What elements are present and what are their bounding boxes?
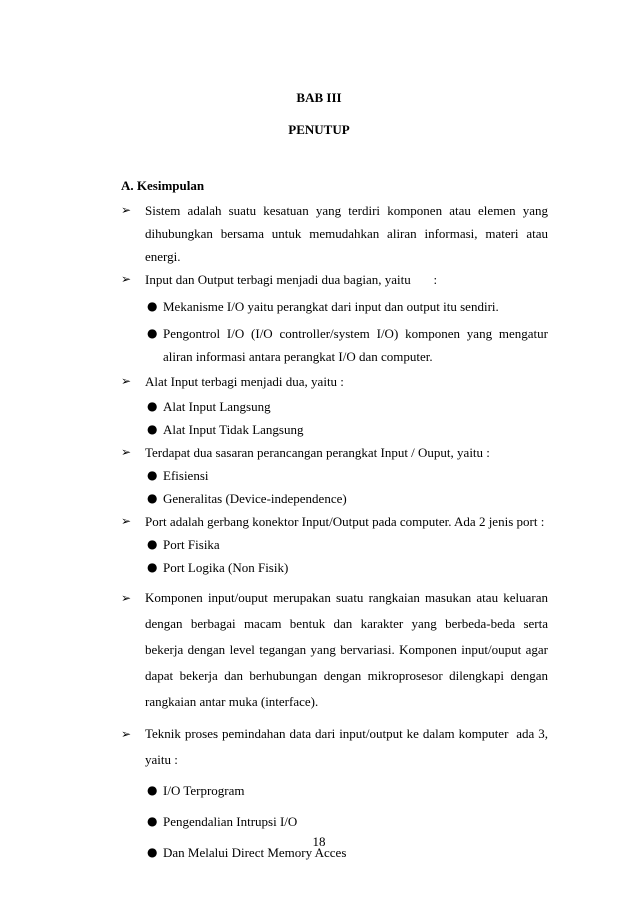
sub-list-item	[121, 295, 548, 318]
arrow-bullet-icon: ➢	[121, 272, 132, 286]
dot-bullet-icon: ●	[147, 468, 158, 482]
dot-bullet-icon: ●	[147, 399, 158, 413]
sub-list-item-text: Dan Melalui Direct Memory Acces	[163, 845, 347, 860]
list-item-text: Komponen input/ouput merupakan suatu rangkaian masukan atau keluaran dengan berbagai macam bentuk dan karakter yang berbeda-beda serta bekerja dengan level tegangan yang bervariasi. Komponen input/ouput agar dapat bekerja dan berhubungan dengan mikroprosesor dilengkapi dengan rangkaian antar muka (interface).	[145, 590, 548, 709]
sub-list-item	[121, 533, 548, 556]
sub-list-item	[121, 556, 548, 579]
sub-list-item-text: Alat Input Langsung	[163, 399, 271, 414]
chapter-title: PENUTUP	[288, 122, 350, 137]
list-item-text: Input dan Output terbagi menjadi dua bagian, yaitu :	[145, 272, 438, 287]
dot-bullet-icon: ●	[147, 845, 158, 859]
list-item-text: Alat Input terbagi menjadi dua, yaitu :	[145, 374, 344, 389]
dot-bullet-icon: ●	[147, 491, 158, 505]
sub-list-item-text: Alat Input Tidak Langsung	[163, 422, 304, 437]
list-item	[121, 510, 548, 533]
dot-bullet-icon: ●	[147, 422, 158, 436]
sub-list-item	[121, 395, 548, 418]
page-number: 18	[312, 834, 326, 849]
section-heading: A. Kesimpulan	[121, 178, 205, 193]
list-item	[121, 370, 548, 393]
sub-list-item-text: Port Logika (Non Fisik)	[163, 560, 289, 575]
list-item-text: Sistem adalah suatu kesatuan yang terdiri komponen atau elemen yang dihubungkan bersama untuk memudahkan aliran informasi, materi atau energi.	[145, 203, 548, 264]
arrow-bullet-icon: ➢	[121, 514, 132, 528]
sub-list-item	[121, 464, 548, 487]
arrow-bullet-icon: ➢	[121, 203, 132, 217]
sub-list-item	[121, 810, 548, 833]
dot-bullet-icon: ●	[147, 537, 158, 551]
list-item-text: Port adalah gerbang konektor Input/Output pada computer. Ada 2 jenis port :	[145, 514, 545, 529]
sub-list-item-text: Mekanisme I/O yaitu perangkat dari input dan output itu sendiri.	[163, 299, 499, 314]
list-item	[121, 585, 548, 715]
dot-bullet-icon: ●	[147, 560, 158, 574]
sub-list-item-text: I/O Terprogram	[163, 783, 245, 798]
sub-list-item-text: Pengontrol I/O (I/O controller/system I/O) komponen yang mengatur aliran informasi antara perangkat I/O dan computer.	[163, 326, 548, 364]
sub-list-item	[121, 487, 548, 510]
list-item-text: Terdapat dua sasaran perancangan perangkat Input / Ouput, yaitu :	[145, 445, 490, 460]
dot-bullet-icon: ●	[147, 299, 158, 313]
arrow-bullet-icon: ➢	[121, 445, 132, 459]
conclusion-list	[121, 199, 548, 864]
arrow-bullet-icon: ➢	[121, 374, 132, 388]
chapter-number: BAB III	[296, 90, 342, 105]
sub-list-item-text: Efisiensi	[163, 468, 209, 483]
list-item	[121, 199, 548, 268]
list-item	[121, 441, 548, 464]
dot-bullet-icon: ●	[147, 814, 158, 828]
sub-list-item	[121, 779, 548, 802]
arrow-bullet-icon: ➢	[121, 727, 132, 741]
list-item	[121, 268, 548, 291]
sub-list-item-text: Generalitas (Device-independence)	[163, 491, 347, 506]
dot-bullet-icon: ●	[147, 326, 158, 340]
list-item	[121, 721, 548, 773]
sub-list-item	[121, 418, 548, 441]
sub-list-item-text: Pengendalian Intrupsi I/O	[163, 814, 298, 829]
dot-bullet-icon: ●	[147, 783, 158, 797]
list-item-text: Teknik proses pemindahan data dari input/output ke dalam komputer ada 3, yaitu :	[145, 726, 548, 767]
sub-list-item-text: Port Fisika	[163, 537, 220, 552]
sub-list-item	[121, 322, 548, 368]
arrow-bullet-icon: ➢	[121, 591, 132, 605]
